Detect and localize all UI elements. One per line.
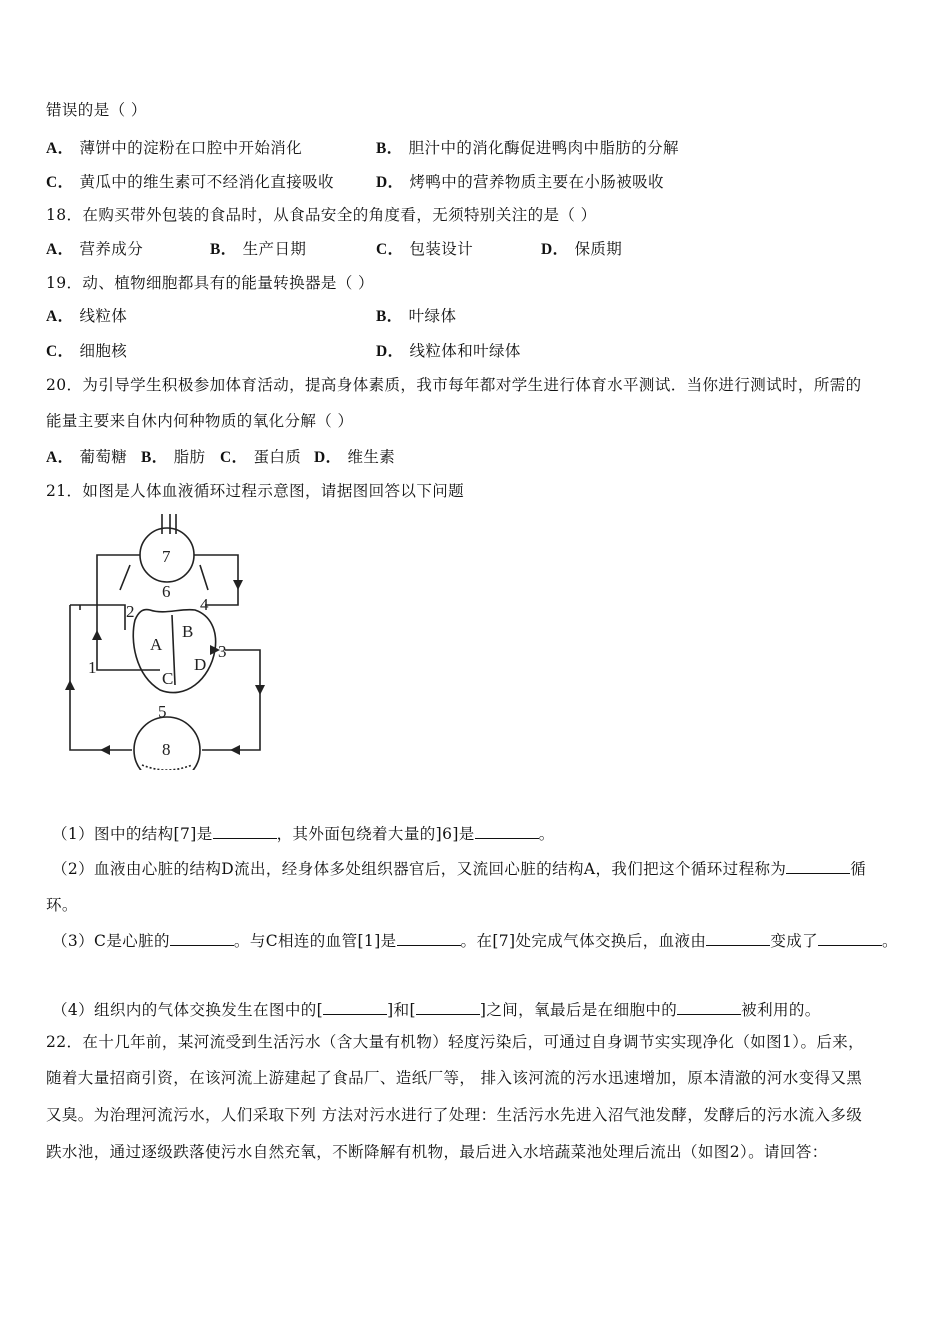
option-text: 生产日期 [242, 240, 307, 258]
q22-line2: 随着大量招商引资，在该河流上游建起了食品厂、造纸厂等， 排入该河流的污水迅速增加，原本清澈的河水变得又黑 [46, 1069, 863, 1087]
q20-stem-line2: 能量主要来自休内何种物质的氧化分解（ ） [46, 412, 354, 430]
q21-sub1 [52, 822, 555, 844]
option-key: A． [46, 241, 74, 258]
sub3-text-d: 变成了 [770, 932, 819, 950]
option-key: D． [541, 241, 569, 258]
option-text: 线粒体和叶绿体 [409, 342, 521, 360]
sub3-blank-3[interactable] [706, 929, 770, 946]
q17-option-b[interactable] [376, 138, 679, 159]
option-text: 细胞核 [79, 342, 128, 360]
label-6: 6 [162, 582, 171, 601]
q22-line1: 22．在十几年前，某河流受到生活污水（含大量有机物）轻度污染后，可通过自身调节实实现净化（如图1）。后来， [46, 1033, 865, 1051]
option-text: 葡萄糖 [79, 448, 128, 466]
label-1: 1 [88, 658, 97, 677]
q21-sub3 [52, 929, 898, 951]
label-A: A [150, 635, 163, 654]
q20-option-a[interactable] [46, 447, 127, 468]
option-text: 薄饼中的淀粉在口腔中开始消化 [79, 139, 303, 157]
q21-sub2-line2: 环。 [46, 896, 78, 914]
q19-stem: 19．动、植物细胞都具有的能量转换器是（ ） [46, 274, 374, 292]
option-text: 叶绿体 [408, 307, 457, 325]
option-text: 维生素 [347, 448, 396, 466]
q18-stem: 18．在购买带外包装的食品时，从食品安全的角度看，无须特别关注的是（ ） [46, 206, 597, 224]
blood-circulation-diagram [50, 510, 270, 770]
option-key: A． [46, 449, 74, 466]
sub3-text-a: （3）C是心脏的 [52, 932, 170, 950]
sub4-text-b: ]和[ [387, 1001, 416, 1019]
sub4-text-d: 被利用的。 [741, 1001, 821, 1019]
option-key: D． [314, 449, 342, 466]
q18-option-c[interactable] [376, 239, 473, 260]
q19-option-a[interactable] [46, 306, 127, 327]
sub1-text-a: （1）图中的结构[7]是 [52, 825, 213, 843]
sub1-text-b: ，其外面包绕着大量的]6]是 [276, 825, 475, 843]
option-key: D． [376, 343, 404, 360]
q19-option-c[interactable] [46, 341, 127, 362]
label-5: 5 [158, 702, 167, 721]
option-key: B． [376, 140, 403, 157]
sub3-blank-4[interactable] [818, 929, 882, 946]
sub1-text-c: 。 [538, 825, 555, 843]
option-text: 烤鸭中的营养物质主要在小肠被吸收 [409, 173, 664, 191]
sub4-blank-1[interactable] [323, 998, 387, 1015]
option-key: B． [376, 308, 403, 325]
option-key: B． [141, 449, 168, 466]
sub4-blank-2[interactable] [416, 998, 480, 1015]
sub3-blank-2[interactable] [397, 929, 461, 946]
q20-option-c[interactable] [220, 447, 301, 468]
q21-sub2 [52, 857, 866, 879]
option-text: 保质期 [574, 240, 623, 258]
q21-stem: 21．如图是人体血液循环过程示意图，请据图回答以下问题 [46, 482, 465, 500]
q18-option-a[interactable] [46, 239, 143, 260]
option-text: 脂肪 [173, 448, 206, 466]
q17-stem-end: 错误的是（ ） [46, 101, 147, 119]
option-key: D． [376, 174, 404, 191]
q19-option-b[interactable] [376, 306, 456, 327]
option-text: 包装设计 [409, 240, 474, 258]
q20-option-b[interactable] [141, 447, 205, 468]
q18-option-d[interactable] [541, 239, 622, 260]
q17-option-a[interactable] [46, 138, 302, 159]
option-text: 黄瓜中的维生素可不经消化直接吸收 [79, 173, 334, 191]
label-7: 7 [162, 547, 171, 566]
option-text: 线粒体 [79, 307, 128, 325]
sub3-blank-1[interactable] [170, 929, 234, 946]
option-text: 胆汁中的消化酶促进鸭肉中脂肪的分解 [408, 139, 679, 157]
q20-stem-line1: 20．为引导学生积极参加体育活动，提高身体素质，我市每年都对学生进行体育水平测试．当你进行测试时，所需的 [46, 376, 862, 394]
option-key: C． [220, 449, 248, 466]
option-key: C． [46, 343, 74, 360]
option-key: C． [46, 174, 74, 191]
q20-option-d[interactable] [314, 447, 395, 468]
q21-sub4 [52, 998, 821, 1020]
label-C: C [162, 669, 174, 688]
label-B: B [182, 622, 194, 641]
q22-line4: 跌水池，通过逐级跌落使污水自然充氧，不断降解有机物，最后进入水培蔬菜池处理后流出（如图2）。请回答： [46, 1143, 828, 1161]
option-key: B． [210, 241, 237, 258]
q22-line3: 又臭。为治理河流污水，人们采取下列 方法对污水进行了处理：生活污水先进入沼气池发酵，发酵后的污水流入多级 [46, 1106, 863, 1124]
sub4-text-a: （4）组织内的气体交换发生在图中的[ [52, 1001, 324, 1019]
q17-option-d[interactable] [376, 172, 664, 193]
sub1-blank-1[interactable] [213, 822, 277, 839]
option-key: A． [46, 140, 74, 157]
sub2-blank[interactable] [786, 857, 850, 874]
label-D: D [194, 655, 207, 674]
q18-option-b[interactable] [210, 239, 306, 260]
option-text: 营养成分 [79, 240, 144, 258]
label-3: 3 [218, 642, 227, 661]
q17-option-c[interactable] [46, 172, 334, 193]
sub1-blank-2[interactable] [475, 822, 539, 839]
sub4-text-c: ]之间，氧最后是在细胞中的 [479, 1001, 678, 1019]
sub2-text-b: 循 [850, 860, 867, 878]
label-4: 4 [200, 595, 209, 614]
label-2: 2 [126, 602, 135, 621]
q19-option-d[interactable] [376, 341, 521, 362]
sub3-text-c: 。在[7]处完成气体交换后，血液由 [460, 932, 707, 950]
option-key: C． [376, 241, 404, 258]
sub4-blank-3[interactable] [677, 998, 741, 1015]
sub2-text-a: （2）血液由心脏的结构D流出，经身体多处组织器官后，又流回心脏的结构A，我们把这个循环过程称为 [52, 860, 787, 878]
option-key: A． [46, 308, 74, 325]
sub3-text-e: 。 [882, 932, 898, 950]
option-text: 蛋白质 [253, 448, 302, 466]
sub3-text-b: 。与C相连的血管[1]是 [233, 932, 397, 950]
label-8: 8 [162, 740, 171, 759]
